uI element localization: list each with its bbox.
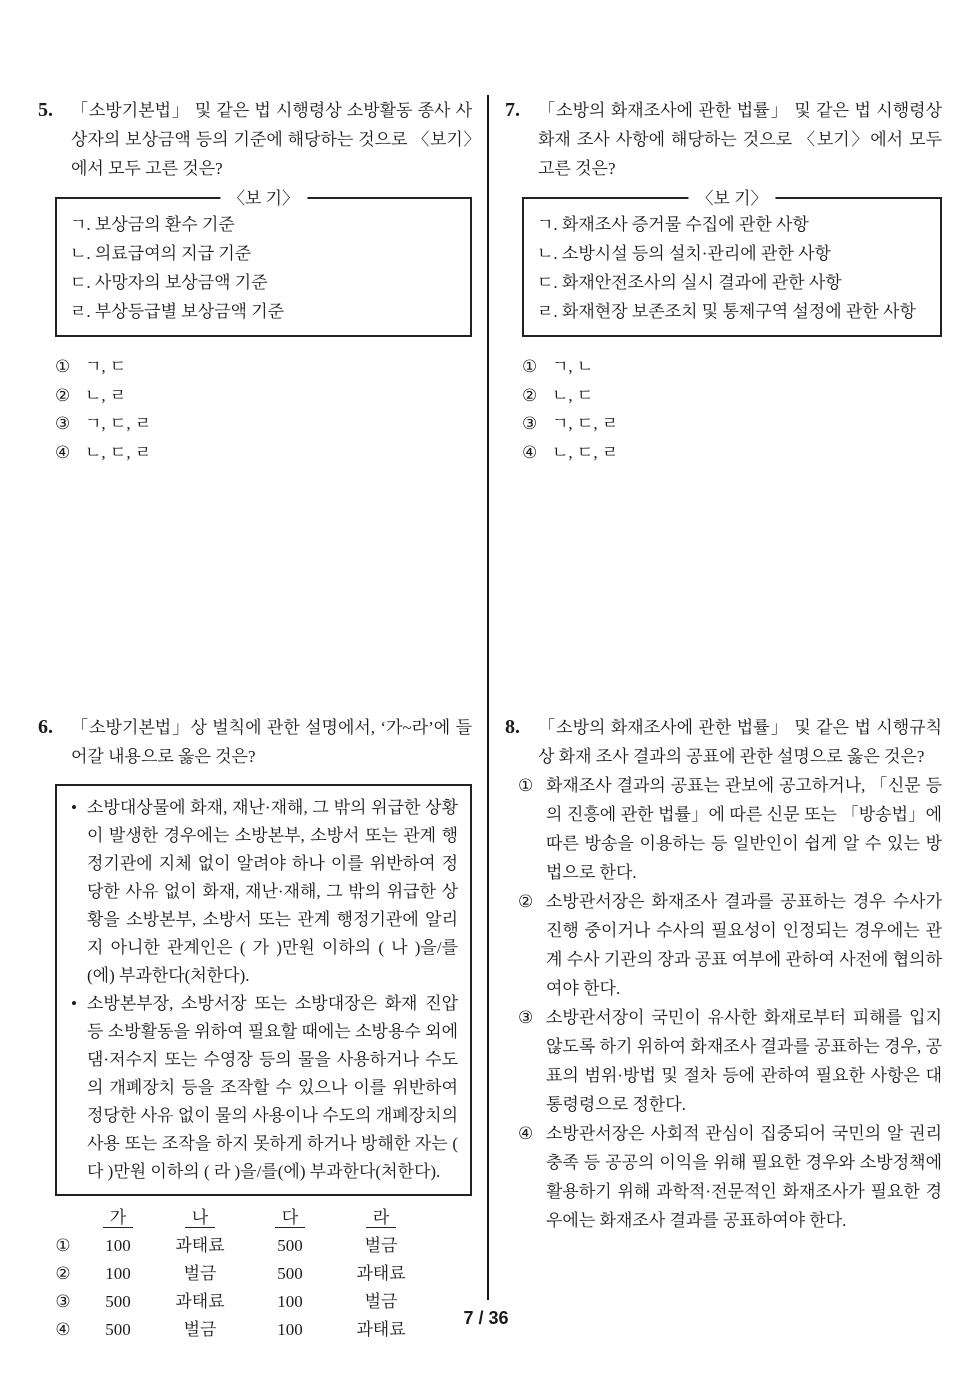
table-header-spacer	[38, 1204, 88, 1232]
bogi-label: 〈보 기〉	[688, 184, 775, 213]
choice-marker: ③	[522, 414, 538, 433]
choice-marker: ①	[55, 357, 71, 376]
column-divider	[487, 95, 489, 1300]
choice-marker: ②	[55, 385, 71, 405]
question-number: 5.	[38, 99, 53, 121]
question-stem: 「소방의 화재조사에 관한 법률」 및 같은 법 시행령상 화재 조사 사항에 해당하는 것으로 〈보기〉에서 모두 고른 것은?	[538, 101, 942, 178]
choice-list	[505, 771, 942, 1235]
choice-text: ㄱ, ㄷ	[85, 357, 127, 376]
table-cell: 500	[277, 1236, 303, 1255]
choice-marker: ①	[522, 357, 538, 376]
choice-marker: ④	[522, 442, 538, 462]
choice-option	[518, 771, 942, 887]
bogi-item: ㄱ. 보상금의 환수 기준	[70, 215, 235, 234]
question-number: 8.	[505, 716, 520, 738]
choice-text: 소방관서장은 화재조사 결과를 공표하는 경우 수사가 진행 중이거나 수사의 필요성이 인정되는 경우에는 관계 수사 기관의 장과 공표 여부에 관하여 사전에 협의하여야 한다.	[546, 892, 942, 998]
choice-option	[522, 439, 942, 468]
table-cell: 과태료	[175, 1236, 225, 1255]
info-box-bullet	[71, 794, 458, 990]
choice-marker: ④	[55, 1320, 71, 1339]
question-5-head	[38, 96, 472, 183]
table-cell: 500	[105, 1292, 131, 1311]
table-cell: 벌금	[364, 1292, 398, 1311]
bullet-text: 소방본부장, 소방서장 또는 소방대장은 화재 진압 등 소방활동을 위하여 필요할 때에는 소방용수 외에 댐·저수지 또는 수영장 등의 물을 사용하거나 수도의 개폐장치 등을 조작할 수 있으나 이를 위반하여 정당한 사유 없이 물의 사용이나 수도의 개폐장치의 사용 또는 조작을 하지 못하게 하거나 방해한 자는 ( 다 )만원 이하의 ( 라 )을/를(에) 부과한다(처한다).	[87, 994, 458, 1181]
table-cell: 과태료	[175, 1292, 225, 1311]
bogi-item: ㄷ. 사망자의 보상금액 기준	[70, 273, 268, 292]
info-box	[55, 784, 472, 1196]
question-6	[38, 713, 472, 1344]
table-cell: 벌금	[183, 1320, 217, 1339]
bullet-text: 소방대상물에 화재, 재난·재해, 그 밖의 위급한 상황이 발생한 경우에는 소방본부, 소방서 또는 관계 행정기관에 지체 없이 알려야 하나 이를 위반하여 정당한 사유 없이 화재, 재난·재해, 그 밖의 위급한 상황을 소방본부, 소방서 또는 관계 행정기관에 알리지 아니한 관계인은 ( 가 )만원 이하의 ( 나 )을/를(에) 부과한다(처한다).	[87, 798, 458, 985]
choice-marker: ②	[522, 385, 538, 405]
bogi-item: ㄴ. 소방시설 등의 설치·관리에 관한 사항	[537, 244, 831, 263]
choice-marker: ①	[55, 1236, 71, 1255]
choice-text: ㄴ, ㄷ, ㄹ	[552, 442, 619, 462]
table-cell: 100	[277, 1320, 303, 1339]
question-6-head	[38, 713, 472, 771]
bullet-icon: •	[71, 798, 77, 817]
choice-text: 소방관서장은 사회적 관심이 집중되어 국민의 알 권리 충족 등 공공의 이익을 위해 필요한 경우와 소방정책에 활용하기 위해 과학적·전문적인 화재조사가 필요한 경우에는 화재조사 결과를 공표하여야 한다.	[546, 1124, 942, 1230]
bogi-box	[522, 188, 942, 337]
choice-marker: ③	[55, 1292, 71, 1311]
question-stem: 「소방의 화재조사에 관한 법률」 및 같은 법 시행규칙상 화재 조사 결과의 공표에 관한 설명으로 옳은 것은?	[538, 718, 942, 766]
choice-marker: ③	[518, 1008, 534, 1027]
bogi-item: ㄷ. 화재안전조사의 실시 결과에 관한 사항	[537, 273, 842, 292]
table-cell: 벌금	[364, 1236, 398, 1255]
choice-text: 소방관서장이 국민이 유사한 화재로부터 피해를 입지 않도록 하기 위하여 화재조사 결과를 공표하는 경우, 공표의 범위·방법 및 절차 등에 관하여 필요한 사항은 대통령령으로 정한다.	[546, 1008, 942, 1114]
choice-text: ㄴ, ㄷ	[552, 385, 594, 405]
choice-text: ㄱ, ㄴ	[552, 357, 594, 376]
choice-marker: ①	[518, 776, 534, 795]
question-8-head	[505, 713, 942, 771]
question-stem: 「소방기본법」 및 같은 법 시행령상 소방활동 종사 사상자의 보상금액 등의 기준에 해당하는 것으로 〈보기〉에서 모두 고른 것은?	[71, 101, 472, 178]
question-stem: 「소방기본법」상 벌칙에 관한 설명에서, ‘가~라’에 들어갈 내용으로 옳은 것은?	[71, 718, 472, 766]
table-header-row	[38, 1204, 472, 1232]
table-cell: 100	[105, 1236, 131, 1255]
table-header: 나	[148, 1204, 252, 1232]
choice-option	[55, 410, 472, 439]
table-header: 라	[328, 1204, 434, 1232]
table-cell: 과태료	[356, 1264, 406, 1283]
bogi-item: ㄱ. 화재조사 증거물 수집에 관한 사항	[537, 215, 809, 234]
table-cell: 100	[105, 1264, 131, 1283]
choice-option	[518, 1119, 942, 1235]
choice-marker: ②	[518, 892, 534, 911]
choice-option	[518, 1003, 942, 1119]
table-header: 가	[88, 1204, 148, 1232]
question-7	[505, 96, 942, 467]
choice-marker: ④	[518, 1124, 534, 1143]
bogi-item: ㄹ. 부상등급별 보상금액 기준	[70, 302, 285, 321]
choice-marker: ③	[55, 414, 71, 433]
bogi-item: ㄹ. 화재현장 보존조치 및 통제구역 설정에 관한 사항	[537, 302, 916, 321]
question-5	[38, 96, 472, 467]
choice-text: 화재조사 결과의 공표는 관보에 공고하거나, 「신문 등의 진흥에 관한 법률」에 따른 신문 또는 「방송법」에 따른 방송을 이용하는 등 일반인이 쉽게 알 수 있는 방법으로 한다.	[546, 776, 942, 882]
choice-option	[518, 887, 942, 1003]
table-row	[38, 1260, 472, 1288]
choice-text: ㄱ, ㄷ, ㄹ	[552, 414, 619, 433]
table-row	[38, 1232, 472, 1260]
choice-text: ㄴ, ㄹ	[85, 385, 127, 405]
question-number: 7.	[505, 99, 520, 121]
table-cell: 500	[277, 1264, 303, 1283]
table-cell: 과태료	[356, 1320, 406, 1339]
question-number: 6.	[38, 716, 53, 738]
choice-list	[38, 353, 472, 467]
page-number: 7 / 36	[463, 1308, 509, 1328]
choice-list	[505, 353, 942, 467]
choice-option	[522, 382, 942, 411]
choice-marker: ④	[55, 442, 71, 462]
info-box-bullet	[71, 990, 458, 1186]
table-cell: 500	[105, 1320, 131, 1339]
choice-marker: ②	[55, 1264, 71, 1283]
table-cell: 벌금	[183, 1264, 217, 1283]
bogi-label: 〈보 기〉	[220, 184, 307, 213]
choice-option	[55, 439, 472, 468]
question-7-head	[505, 96, 942, 183]
choice-text: ㄱ, ㄷ, ㄹ	[85, 414, 152, 433]
table-header: 다	[252, 1204, 328, 1232]
bogi-box	[55, 188, 472, 337]
choice-option	[55, 353, 472, 382]
bullet-icon: •	[71, 994, 77, 1013]
choice-option	[522, 410, 942, 439]
choice-option	[55, 382, 472, 411]
question-8	[505, 713, 942, 1235]
bogi-item: ㄴ. 의료급여의 지급 기준	[70, 244, 252, 263]
table-cell: 100	[277, 1292, 303, 1311]
choice-option	[522, 353, 942, 382]
choice-text: ㄴ, ㄷ, ㄹ	[85, 442, 152, 462]
